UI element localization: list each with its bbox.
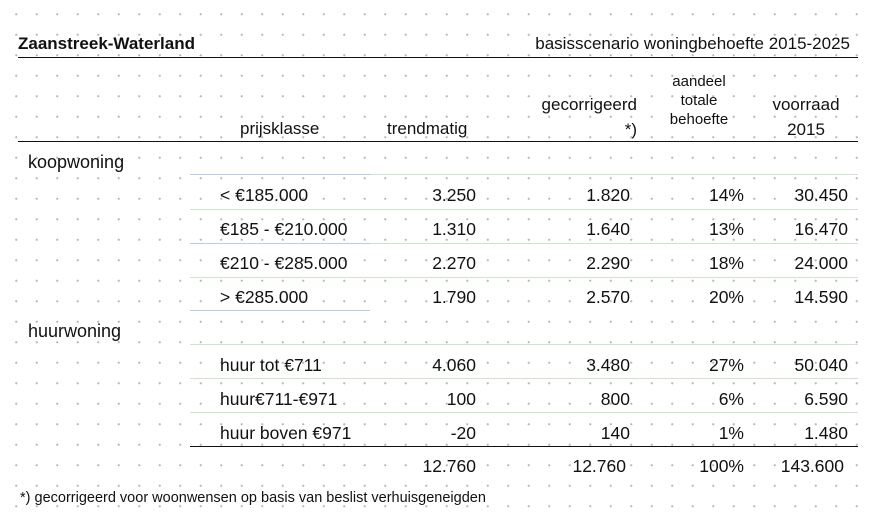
cell-aandeel: 6% [718,389,744,409]
cell-trendmatig: 4.060 [432,355,476,375]
cell-voorraad: 14.590 [794,287,848,307]
cell-gecorrigeerd: 2.290 [586,253,630,273]
cell-aandeel: 14% [708,185,744,205]
header-aandeel-line3: behoefte [669,111,729,128]
total-aandeel: 100% [699,456,744,476]
cell-gecorrigeerd: 3.480 [586,355,630,375]
totals-rule [190,446,858,447]
header-trendmatig: trendmatig [387,119,468,138]
cell-voorraad: 1.480 [804,423,848,443]
header-aandeel-line2: totale [680,92,718,109]
header-gecorrigeerd [510,92,637,142]
group-label-huurwoning: huurwoning [28,321,122,341]
total-gecorrigeerd: 12.760 [572,456,626,476]
cell-gecorrigeerd: 1.640 [586,219,630,239]
cell-gecorrigeerd: 1.820 [586,185,630,205]
row-separator [190,209,858,210]
row-separator [190,378,858,379]
cell-gecorrigeerd: 140 [600,423,630,443]
cell-prijsklasse: huur€711-€971 [220,389,338,409]
row-separator [190,277,858,278]
cell-aandeel: 18% [708,253,744,273]
header-aandeel [652,72,746,129]
header-prijsklasse: prijsklasse [240,119,320,138]
row-separator [190,344,858,345]
cell-aandeel: 13% [708,219,744,239]
row-separator-accent [190,310,370,311]
header-gecorrigeerd-line2: *) [624,120,637,139]
header-rule [18,141,858,142]
row-separator-accent [190,174,370,175]
cell-voorraad: 6.590 [804,389,848,409]
cell-trendmatig: 1.310 [432,219,476,239]
cell-prijsklasse: huur boven €971 [220,423,352,443]
header-voorraad-line1: voorraad [772,95,840,114]
cell-trendmatig: 2.270 [432,253,476,273]
total-trendmatig: 12.760 [422,456,476,476]
cell-prijsklasse: €185 - €210.000 [220,219,348,239]
cell-voorraad: 24.000 [794,253,848,273]
cell-trendmatig: 100 [446,389,476,409]
header-voorraad-line2: 2015 [787,120,825,139]
footnote: *) gecorrigeerd voor woonwensen op basis van beslist verhuisgeneigden [20,490,486,506]
cell-trendmatig: -20 [450,423,476,443]
cell-aandeel: 27% [708,355,744,375]
cell-voorraad: 50.040 [794,355,848,375]
header-voorraad [756,92,856,142]
cell-prijsklasse: < €185.000 [220,185,309,205]
cell-voorraad: 16.470 [794,219,848,239]
header-gecorrigeerd-line1: gecorrigeerd [541,95,637,114]
row-separator-accent [190,243,370,244]
title-rule [18,57,858,58]
cell-trendmatig: 1.790 [432,287,476,307]
group-label-koopwoning: koopwoning [28,152,125,172]
cell-aandeel: 1% [718,423,744,443]
header-aandeel-line1: aandeel [672,73,726,90]
cell-prijsklasse: > €285.000 [220,287,309,307]
table-subtitle: basisscenario woningbehoefte 2015-2025 [535,34,850,53]
cell-trendmatig: 3.250 [432,185,476,205]
row-separator [190,412,858,413]
cell-prijsklasse: €210 - €285.000 [220,253,348,273]
cell-gecorrigeerd: 800 [600,389,630,409]
cell-prijsklasse: huur tot €711 [220,355,322,375]
total-voorraad: 143.600 [780,456,844,476]
cell-voorraad: 30.450 [794,185,848,205]
cell-aandeel: 20% [708,287,744,307]
cell-gecorrigeerd: 2.570 [586,287,630,307]
table-title: Zaanstreek-Waterland [18,34,195,53]
